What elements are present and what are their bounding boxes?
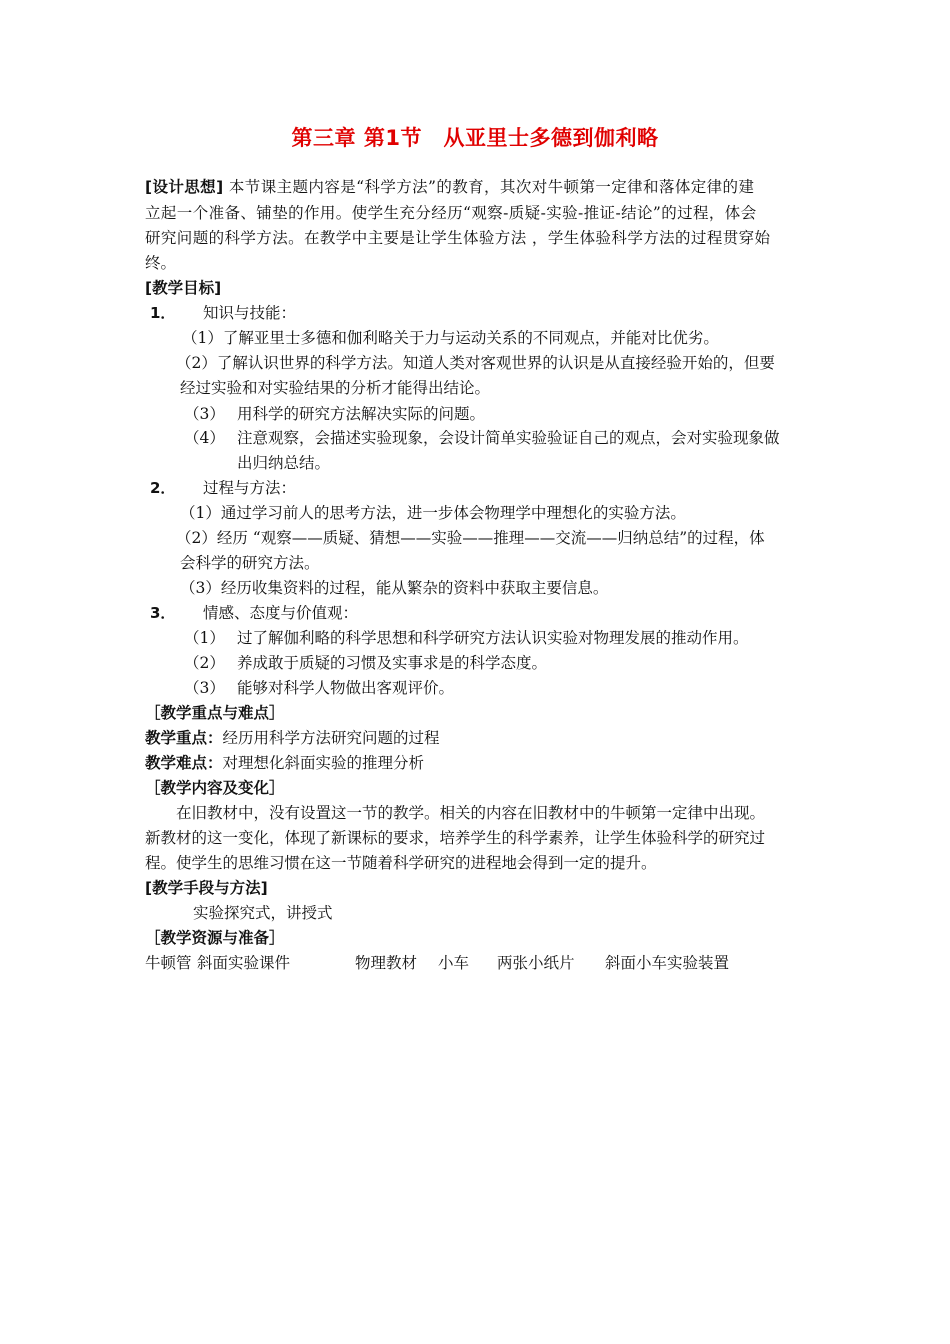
resource-item: 物理教材 [355,954,418,972]
resource-item: 牛顿管 [145,954,192,972]
goal-1-item-3: 用科学的研究方法解决实际的问题。 [237,405,486,423]
key-point-label: 教学重点： [145,729,223,747]
key-point-text: 经历用科学方法研究问题的过程 [222,729,440,747]
goal-2-item-3: （3）经历收集资料的过程，能从繁杂的资料中获取主要信息。 [180,579,609,597]
content-heading: ［教学内容及变化］ [145,779,285,797]
goal-1-item-2b: 经过实验和对实验结果的分析才能得出结论。 [180,379,491,397]
goal-1-item-2a: （2）了解认识世界的科学方法。知道人类对客观世界的认识是从直接经验开始的，但要 [176,354,775,372]
goal-3-item-2-number: （2） [184,654,225,672]
goals-heading: [教学目标] [145,279,222,297]
difficulty-text: 对理想化斜面实验的推理分析 [222,754,425,772]
goal-1-item-1: （1）了解亚里士多德和伽利略关于力与运动关系的不同观点，并能对比优劣。 [182,329,719,347]
goal-3-item-3-number: （3） [184,679,225,697]
goal-3-number: 3． [150,604,176,622]
key-point-line [145,728,440,748]
resource-item: 斜面实验课件 [197,954,291,972]
difficulty-label: 教学难点： [145,754,223,772]
design-line-3: 研究问题的科学方法。在教学中主要是让学生体验方法 ，学生体验科学方法的过程贯穿始 [145,229,771,247]
goal-1-label: 知识与技能： [203,304,297,322]
design-line-4: 终。 [145,254,177,272]
goal-1-item-3-number: （3） [184,405,225,423]
resource-item: 斜面小车实验装置 [605,954,730,972]
goal-2-label: 过程与方法： [203,479,297,497]
design-line-2: 立起一个准备、铺垫的作用。使学生充分经历“观察-质疑-实验-推证-结论”的过程，体会 [145,204,757,222]
goal-3-item-1: 过了解伽利略的科学思想和科学研究方法认识实验对物理发展的推动作用。 [237,629,749,647]
content-line-2: 新教材的这一变化，体现了新课标的要求，培养学生的科学素养，让学生体验科学的研究过 [145,829,766,847]
design-text-1: 本节课主题内容是“科学方法”的教育，其次对牛顿第一定律和落体定律的建 [228,178,755,196]
resource-item: 小车 [438,954,470,972]
design-label: [设计思想] [145,178,224,196]
goal-2-item-1: （1）通过学习前人的思考方法，进一步体会物理学中理想化的实验方法。 [180,504,686,522]
difficulty-line [145,753,424,773]
page-title: 第三章 第1节 从亚里士多德到伽利略 [291,126,659,150]
goal-2-item-2a: （2）经历 “观察——质疑、猜想——实验——推理——交流——归纳总结”的过程，体 [176,529,765,547]
content-line-3: 程。使学生的思维习惯在这一节随着科学研究的进程地会得到一定的提升。 [145,854,657,872]
goal-3-item-2: 养成敢于质疑的习惯及实事求是的科学态度。 [237,654,548,672]
keys-heading: ［教学重点与难点］ [145,704,285,722]
goal-3-item-3: 能够对科学人物做出客观评价。 [237,679,455,697]
resource-item: 两张小纸片 [497,954,575,972]
methods-heading: [教学手段与方法] [145,879,268,897]
content-line-1: 在旧教材中，没有设置这一节的教学。相关的内容在旧教材中的牛顿第一定律中出现。 [176,804,766,822]
goal-2-item-2b: 会科学的研究方法。 [180,554,320,572]
goal-2-number: 2． [150,479,176,497]
methods-text: 实验探究式，讲授式 [193,904,333,922]
design-line-1 [145,177,754,197]
goal-1-item-4b: 出归纳总结。 [237,454,331,472]
goal-3-label: 情感、态度与价值观： [203,604,359,622]
goal-1-item-4-number: （4） [184,429,225,447]
goal-1-item-4a: 注意观察，会描述实验现象，会设计简单实验验证自己的观点，会对实验现象做 [237,429,780,447]
goal-1-number: 1． [150,304,176,322]
goal-3-item-1-number: （1） [184,629,225,647]
resources-heading: ［教学资源与准备］ [145,929,285,947]
